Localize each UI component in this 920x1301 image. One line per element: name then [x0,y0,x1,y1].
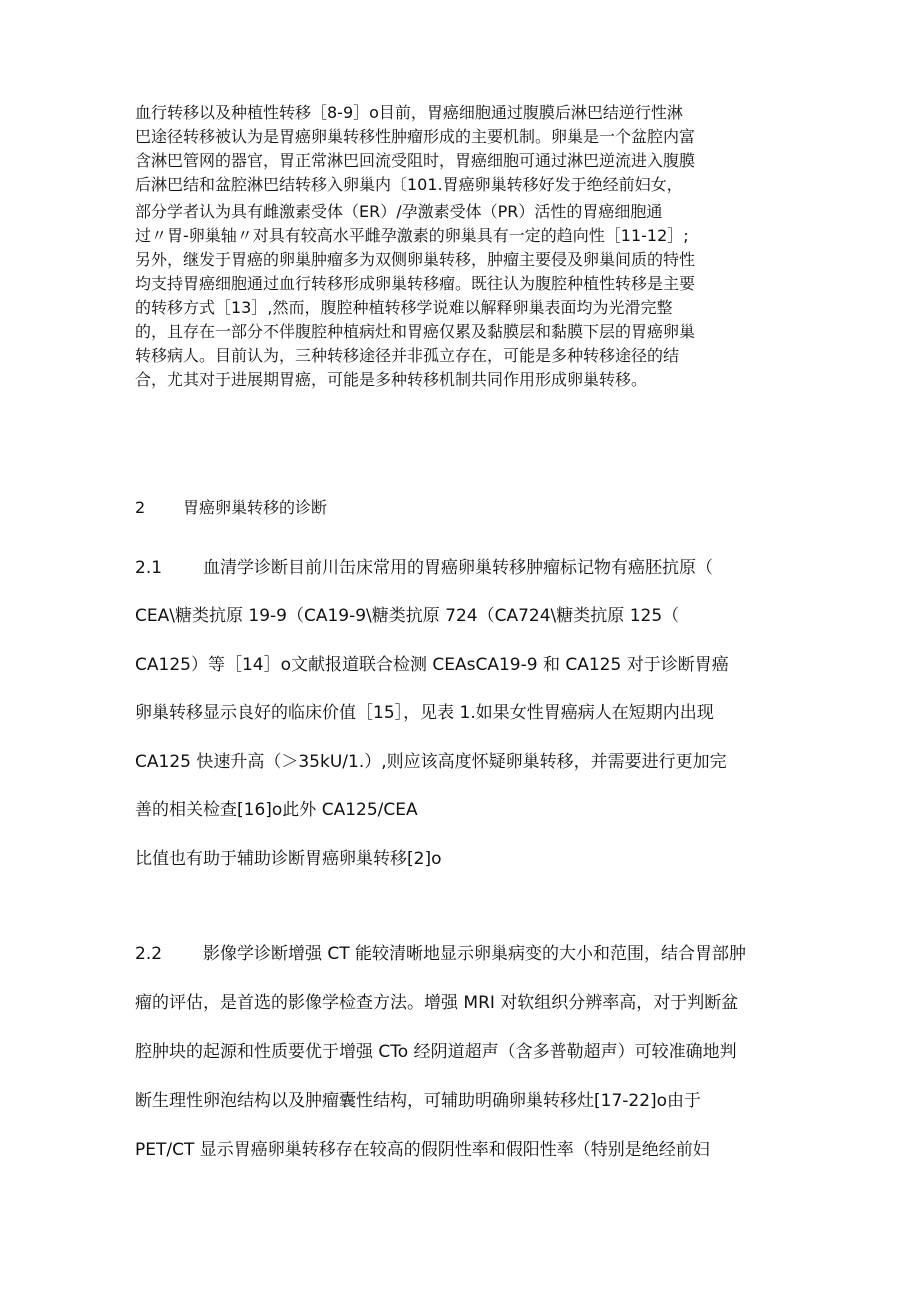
text-line: 均支持胃癌细胞通过血行转移形成卵巢转移瘤。既往认为腹腔种植性转移是主要 [135,274,696,293]
text-line: 另外，继发于胃癌的卵巢肿瘤多为双侧卵巢转移，肿瘤主要侵及卵巢间质的特性 [135,250,696,269]
text-line: 腔肿块的起源和性质要优于增强 CTo 经阴道超声（含多普勒超声）可较准确地判 [135,1042,737,1062]
text-line: 血行转移以及种植性转移［8-9］o目前，胃癌细胞通过腹膜后淋巴结逆行性淋 [135,103,683,122]
text-line: 合，尤其对于进展期胃癌，可能是多种转移机制共同作用形成卵巢转移。 [135,370,648,389]
text-line: 瘤的评估，是首选的影像学检查方法。增强 MRI 对软组织分辨率高，对于判断盆 [135,993,739,1013]
text-line: PET/CT 显示胃癌卵巢转移存在较高的假阴性率和假阳性率（特别是绝经前妇 [135,1140,710,1160]
text-line: CA125 快速升高（＞35kU/1.）,则应该高度怀疑卵巢转移，并需要进行更加完 [135,752,727,772]
text-line: 善的相关检查[16]o此外 CA125/CEA [135,800,418,820]
text-line: 比值也有助于辅助诊断胃癌卵巢转移[2]o [135,849,442,869]
section-number: 2.2 [135,944,163,964]
text-line: 后淋巴结和盆腔淋巴结转移入卵巢内〔101.胃癌卵巢转移好发于绝经前妇女， [135,175,683,194]
text-line: CA125）等［14］o文献报道联合检测 CEAsCA19-9 和 CA125 对于诊断胃癌 [135,655,729,675]
text-line: 过〃胃-卵巢轴〃对具有较高水平雌孕激素的卵巢具有一定的趋向性［11-12］; [135,226,689,245]
section-number: 2.1 [135,558,163,578]
text-line: 巴途径转移被认为是胃癌卵巢转移性肿瘤形成的主要机制。卵巢是一个盆腔内富 [135,127,696,146]
text-line: 的，且存在一部分不伴腹腔种植病灶和胃癌仅累及黏膜层和黏膜下层的胃癌卵巢 [135,322,696,341]
text-line: 转移病人。目前认为，三种转移途径并非孤立存在，可能是多种转移途径的结 [135,346,680,365]
text-line: 卵巢转移显示良好的临床价值［15］，见表 1.如果女性胃癌病人在短期内出现 [135,703,714,723]
section-title: 胃癌卵巢转移的诊断 [183,498,328,517]
text-line: 断生理性卵泡结构以及肿瘤囊性结构，可辅助明确卵巢转移灶[17-22]o由于 [135,1091,702,1111]
text-line: 2.2 影像学诊断增强 CT 能较清晰地显示卵巢病变的大小和范围，结合胃部肿 [135,939,746,969]
text-line: 2.1 血清学诊断目前川缶床常用的胃癌卵巢转移肿瘤标记物有癌胚抗原（ [135,553,713,583]
text-line: 的转移方式［13］,然而，腹腔种植转移学说难以解释卵巢表面均为光滑完整 [135,298,673,317]
section-heading-diagnosis [135,496,327,520]
text-line: CEA\糖类抗原 19-9（CA19-9\糖类抗原 724（CA724\糖类抗原 125（ [135,606,680,626]
section-number: 2 [135,498,146,517]
paragraph-metastasis-mechanism [135,101,795,392]
text-line: 部分学者认为具有雌激素受体（ER）∕孕激素受体（PR）活性的胃癌细胞通 [135,202,663,221]
text-line: 含淋巴管网的器官，胃正常淋巴回流受阻时，胃癌细胞可通过淋巴逆流进入腹膜 [135,151,696,170]
